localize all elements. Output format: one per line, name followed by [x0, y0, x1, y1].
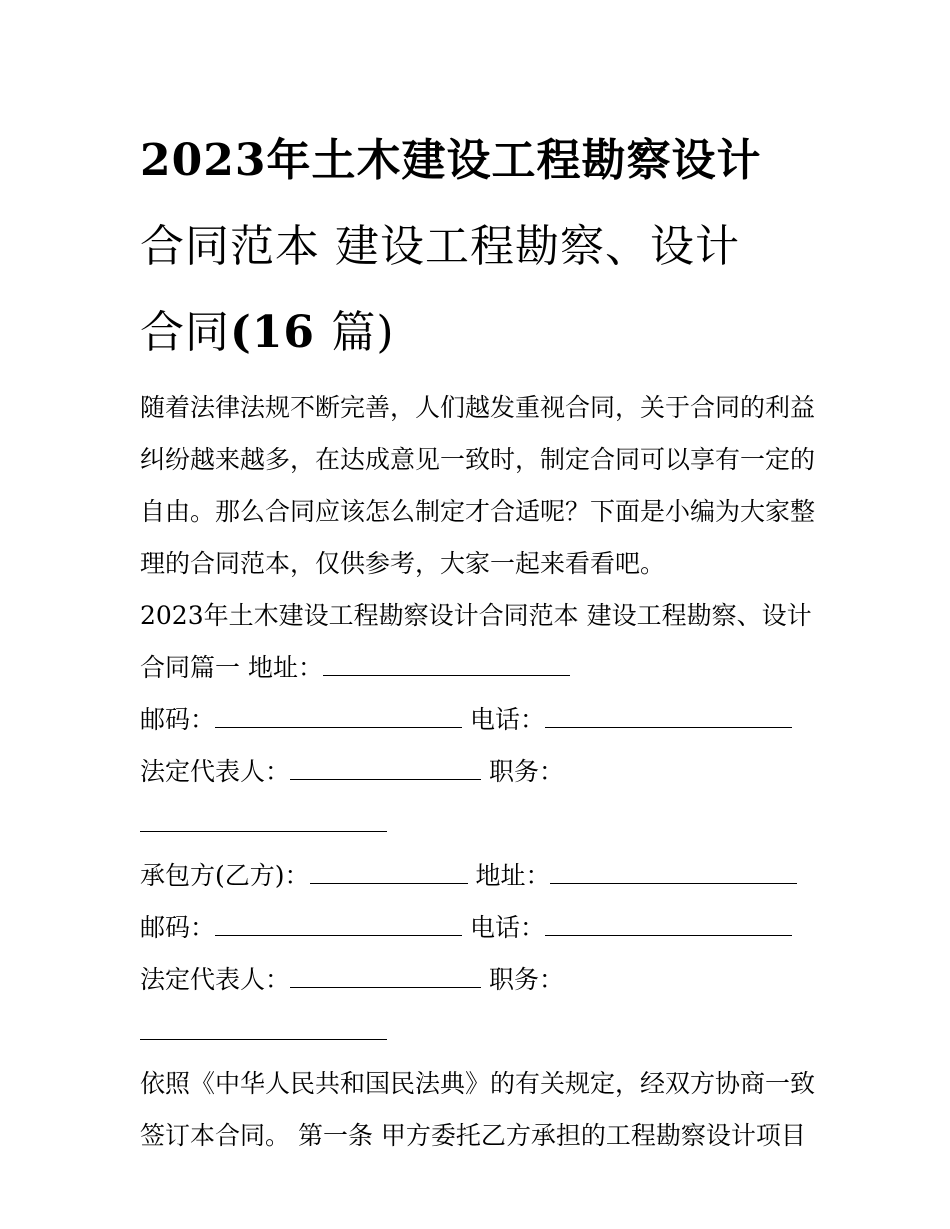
party-b-position-row — [140, 1006, 820, 1058]
title-line-1: 2023年土木建设工程勘察设计 — [140, 135, 762, 186]
party-b-postcode-label: 邮码： — [140, 913, 216, 942]
party-a-postcode-row — [140, 694, 820, 746]
party-a-position-label: 职务： — [488, 757, 564, 786]
intro-line-2: 纠纷越来越多，在达成意见一致时，制定合同可以享有一定的 — [140, 445, 816, 474]
title-line-3 — [140, 290, 820, 376]
party-b-legal-rep-row — [140, 954, 820, 1006]
party-b-legal-rep-blank — [290, 965, 481, 988]
party-b-phone-blank — [545, 913, 792, 936]
party-b-address-blank — [550, 861, 797, 884]
party-b-position-label: 职务： — [488, 965, 564, 994]
closing-line-2: 签订本合同。 第一条 甲方委托乙方承担的工程勘察设计项目 — [140, 1121, 806, 1150]
party-a-postcode-blank — [215, 705, 462, 728]
party-a-legal-rep-blank — [290, 757, 481, 780]
party-b-position-blank — [140, 1017, 387, 1040]
party-a-phone-label: 电话： — [469, 705, 545, 734]
party-b-contractor-label: 承包方(乙方)： — [140, 861, 310, 890]
intro-line-1: 随着法律法规不断完善，人们越发重视合同，关于合同的利益 — [140, 393, 816, 422]
party-b-postcode-blank — [215, 913, 462, 936]
intro-line-4: 理的合同范本，仅供参考，大家一起来看看吧。 — [140, 549, 666, 578]
party-a-address-label: 合同篇一 地址： — [140, 653, 323, 682]
party-a-legal-rep-label: 法定代表人： — [140, 757, 291, 786]
party-b-contractor-row — [140, 850, 820, 902]
party-a-position-row — [140, 798, 820, 850]
party-a-address-blank — [323, 653, 570, 676]
intro-paragraph — [140, 382, 820, 590]
party-b-phone-label: 电话： — [469, 913, 545, 942]
contract-form — [140, 590, 820, 1162]
document-page — [140, 118, 820, 1162]
title-line-3-b: (16 — [230, 307, 316, 358]
section-heading-line-1: 2023年土木建设工程勘察设计合同范本 建设工程勘察、设计 — [140, 601, 812, 630]
closing-line-1: 依照《中华人民共和国民法典》的有关规定，经双方协商一致 — [140, 1069, 816, 1098]
party-b-contractor-blank — [310, 861, 468, 884]
party-a-legal-rep-row — [140, 746, 820, 798]
party-a-postcode-label: 邮码： — [140, 705, 216, 734]
section-heading-line-2 — [140, 642, 820, 694]
party-a-position-blank — [140, 809, 387, 832]
title-line-2: 合同范本 建设工程勘察、设计 — [140, 221, 740, 272]
title-line-3-a: 合同 — [140, 307, 230, 358]
party-b-postcode-row — [140, 902, 820, 954]
document-title — [140, 118, 820, 376]
intro-line-3: 自由。那么合同应该怎么制定才合适呢？下面是小编为大家整 — [140, 497, 816, 526]
title-line-3-c: 篇) — [331, 307, 395, 358]
party-b-address-label: 地址： — [475, 861, 551, 890]
party-a-phone-blank — [545, 705, 792, 728]
party-b-legal-rep-label: 法定代表人： — [140, 965, 291, 994]
